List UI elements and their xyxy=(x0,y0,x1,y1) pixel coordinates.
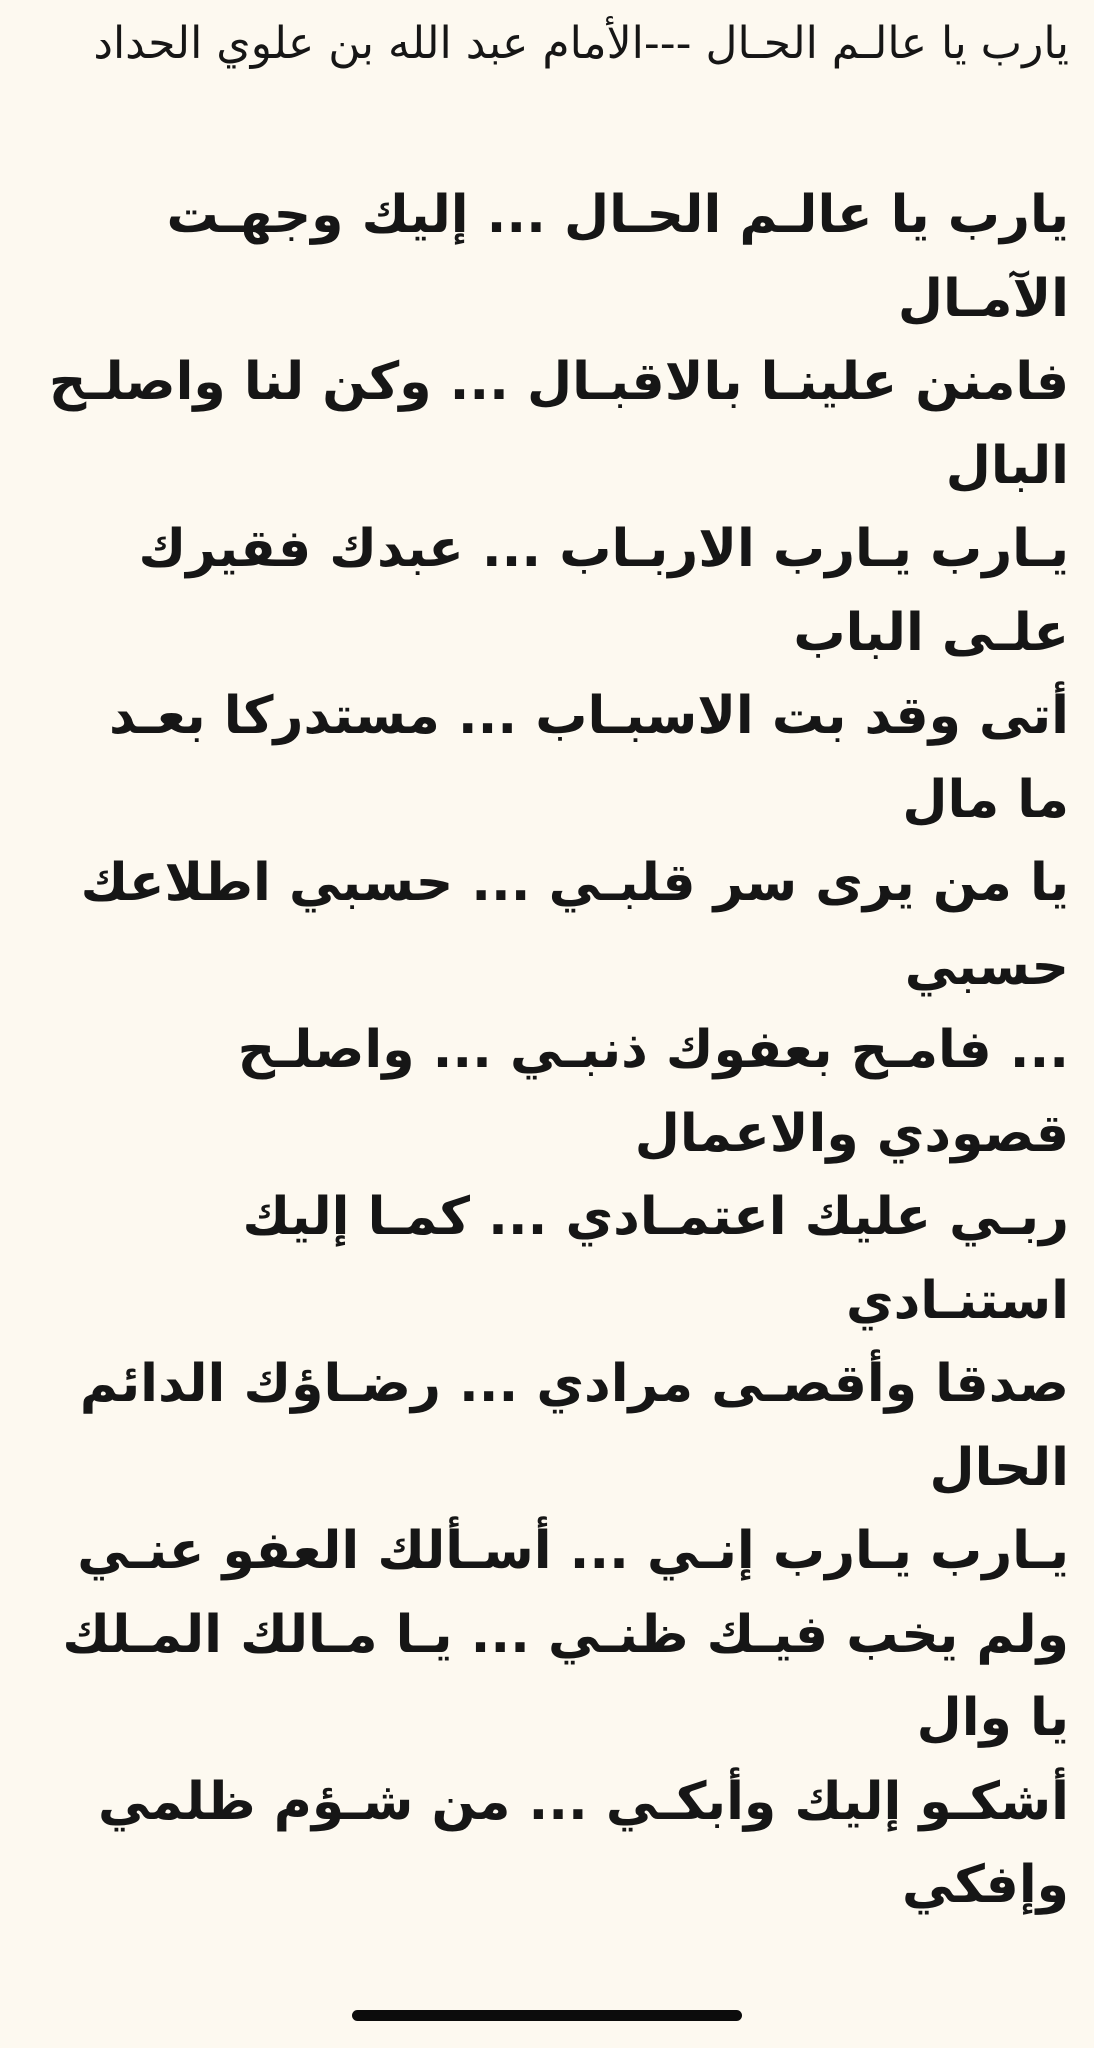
poem-line: ... فامـح بعفوك ذنبـي ... واصلـح قصودي والاعمال xyxy=(237,1020,1069,1164)
document-title: يارب يا عالـم الحـال ---الأمام عبد الله بن علوي الحداد xyxy=(93,18,1069,69)
poem-line: يـارب يـارب الاربـاب ... عبدك فقيرك علـى الباب xyxy=(138,519,1069,663)
poem-line: أتى وقد بت الاسبـاب ... مستدركا بعـد ما مال xyxy=(108,686,1069,830)
poem-body xyxy=(40,174,1069,1928)
blank-line xyxy=(40,86,1069,174)
poem-line: ولم يخب فيـك ظنـي ... يـا مـالك المـلك يا وال xyxy=(62,1604,1069,1748)
poem-line: يا من يرى سر قلبـي ... حسبي اطلاعك حسبي xyxy=(80,853,1069,997)
poem-line: يـارب يـارب إنـي ... أسـألك العفو عنـي xyxy=(77,1521,1069,1581)
poem-line: يارب يا عالـم الحـال ... إليك وجهـت الآمـال xyxy=(166,185,1069,329)
poem-line: أشكـو إليك وأبكـي ... من شـؤم ظلمي وإفكي xyxy=(97,1771,1069,1915)
home-indicator[interactable] xyxy=(352,2010,742,2021)
poem-line: فامنن علينـا بالاقبـال ... وكن لنا واصلـح البال xyxy=(48,352,1069,496)
poem-line: صدقا وأقصـى مرادي ... رضـاؤك الدائم الحال xyxy=(79,1354,1069,1498)
poem-line: ربـي عليك اعتمـادي ... كمـا إليك استنـادي xyxy=(242,1187,1069,1331)
